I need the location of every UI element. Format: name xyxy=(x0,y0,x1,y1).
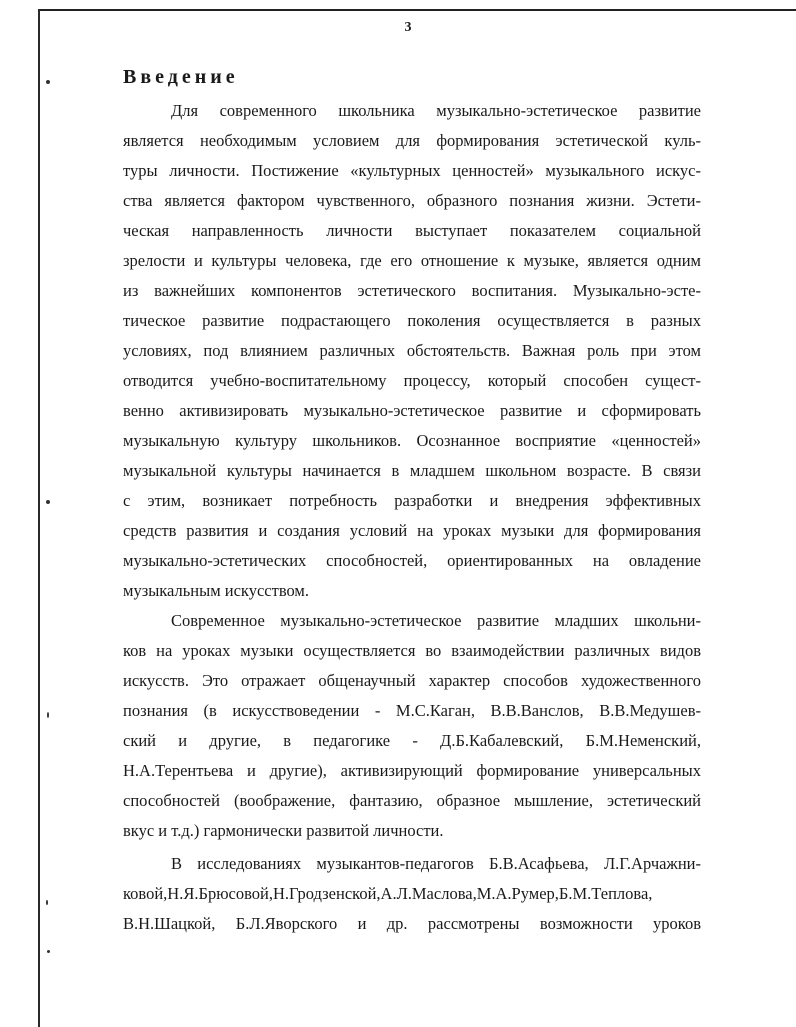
text-line: В.Н.Шацкой, Б.Л.Яворского и др. рассмотрены возможности уроков xyxy=(123,914,701,933)
text-line: ковой,Н.Я.Брюсовой,Н.Гродзенской,А.Л.Маслова,М.А.Румер,Б.М.Теплова, xyxy=(123,884,653,903)
scan-speck xyxy=(46,500,50,504)
section-heading: Введение xyxy=(123,66,239,88)
scan-speck xyxy=(47,950,50,953)
text-line: Н.А.Терентьева и другие), активизирующий формирование универсальных xyxy=(123,761,701,780)
text-line: вкус и т.д.) гармонически развитой личности. xyxy=(123,821,444,840)
paragraph-1 xyxy=(123,96,701,606)
scan-speck xyxy=(47,712,49,718)
text-line: В исследованиях музыкантов-педагогов Б.В.Асафьева, Л.Г.Арчажни- xyxy=(171,854,701,873)
scan-border-left xyxy=(38,9,40,1027)
text-line: тическое развитие подрастающего поколения осуществляется в разных xyxy=(123,311,701,330)
text-line: условиях, под влиянием различных обстоятельств. Важная роль при этом xyxy=(123,341,701,360)
scan-speck xyxy=(46,80,50,84)
text-line: искусств. Это отражает общенаучный характер способов художественного xyxy=(123,671,701,690)
text-line: из важнейших компонентов эстетического воспитания. Музыкально-эсте- xyxy=(123,281,701,300)
text-line: способностей (воображение, фантазию, образное мышление, эстетический xyxy=(123,791,701,810)
paragraph-2 xyxy=(123,606,701,846)
text-line: отводится учебно-воспитательному процессу, который способен сущест- xyxy=(123,371,701,390)
text-line: музыкальным искусством. xyxy=(123,581,309,600)
scan-border-top xyxy=(38,9,796,11)
paragraph-3 xyxy=(123,849,701,939)
scan-speck xyxy=(46,900,48,905)
text-line: музыкальной культуры начинается в младшем школьном возрасте. В связи xyxy=(123,461,701,480)
text-line: ков на уроках музыки осуществляется во взаимодействии различных видов xyxy=(123,641,701,660)
text-line: Современное музыкально-эстетическое развитие младших школьни- xyxy=(171,611,701,630)
text-line: с этим, возникает потребность разработки и внедрения эффективных xyxy=(123,491,701,510)
text-line: является необходимым условием для формирования эстетической куль- xyxy=(123,131,701,150)
text-line: туры личности. Постижение «культурных ценностей» музыкального искус- xyxy=(123,161,701,180)
text-line: познания (в искусствоведении - М.С.Каган, В.В.Ванслов, В.В.Медушев- xyxy=(123,701,701,720)
text-line: ческая направленность личности выступает показателем социальной xyxy=(123,221,701,240)
text-line: ский и другие, в педагогике - Д.Б.Кабалевский, Б.М.Неменский, xyxy=(123,731,701,750)
text-line: зрелости и культуры человека, где его отношение к музыке, является одним xyxy=(123,251,701,270)
text-line: музыкальную культуру школьников. Осознанное восприятие «ценностей» xyxy=(123,431,701,450)
text-line: средств развития и создания условий на уроках музыки для формирования xyxy=(123,521,701,540)
page-number: 3 xyxy=(404,20,412,35)
text-line: венно активизировать музыкально-эстетическое развитие и сформировать xyxy=(123,401,701,420)
text-line: музыкально-эстетических способностей, ориентированных на овладение xyxy=(123,551,701,570)
text-line: Для современного школьника музыкально-эстетическое развитие xyxy=(171,101,701,120)
text-line: ства является фактором чувственного, образного познания жизни. Эстети- xyxy=(123,191,701,210)
